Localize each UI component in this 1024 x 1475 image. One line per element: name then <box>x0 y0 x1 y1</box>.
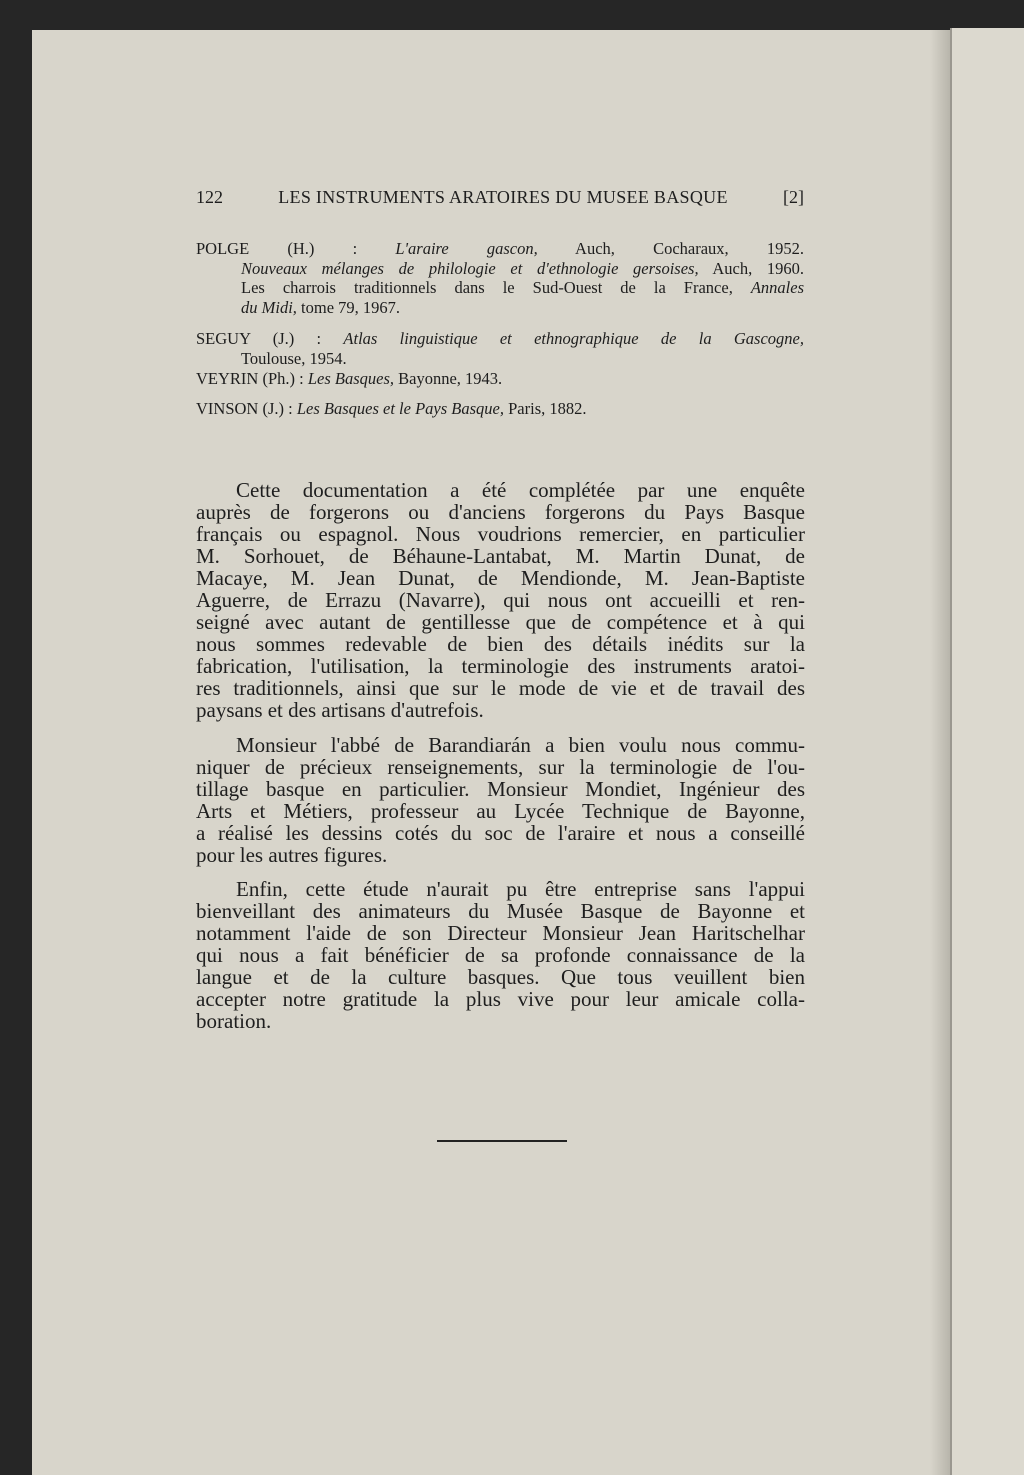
text-line: fabrication, l'utilisation, la terminologie des instruments aratoi- <box>196 654 805 678</box>
bibliography-entry <box>196 239 804 317</box>
bibliography-line: SEGUY (J.) : Atlas linguistique et ethnographique de la Gascogne, <box>196 329 804 348</box>
bibliography-line: VEYRIN (Ph.) : Les Basques, Bayonne, 1943. <box>196 369 503 388</box>
text-line: langue et de la culture basques. Que tous veuillent bien <box>196 965 805 989</box>
text-line: français ou espagnol. Nous voudrions remercier, en particulier <box>196 522 805 546</box>
text-line: Monsieur l'abbé de Barandiarán a bien voulu nous commu- <box>236 733 805 757</box>
paragraph <box>196 878 805 1032</box>
text-line: boration. <box>196 1009 272 1033</box>
bibliography-entry <box>196 369 804 389</box>
text-line: res traditionnels, ainsi que sur le mode de vie et de travail des <box>196 676 805 700</box>
text-line: M. Sorhouet, de Béhaune-Lantabat, M. Martin Dunat, de <box>196 544 805 568</box>
bibliography-line: Nouveaux mélanges de philologie et d'ethnologie gersoises, Auch, 1960. <box>241 258 804 278</box>
paragraph <box>196 479 805 721</box>
text-line: notamment l'aide de son Directeur Monsieur Jean Haritschelhar <box>196 921 805 945</box>
facing-page-edge <box>950 28 1024 1475</box>
bibliography-line: POLGE (H.) : L'araire gascon, Auch, Cocharaux, 1952. <box>196 239 804 258</box>
text-line: Macaye, M. Jean Dunat, de Mendionde, M. Jean-Baptiste <box>196 566 805 590</box>
text-line: Arts et Métiers, professeur au Lycée Technique de Bayonne, <box>196 799 805 823</box>
text-line: niquer de précieux renseignements, sur la terminologie de l'ou- <box>196 755 805 779</box>
text-line: accepter notre gratitude la plus vive pour leur amicale colla- <box>196 987 805 1011</box>
end-rule <box>437 1140 567 1142</box>
text-line: Aguerre, de Errazu (Navarre), qui nous ont accueilli et ren- <box>196 588 805 612</box>
text-line: bienveillant des animateurs du Musée Basque de Bayonne et <box>196 899 805 923</box>
text-line: paysans et des artisans d'autrefois. <box>196 698 484 722</box>
running-title: LES INSTRUMENTS ARATOIRES DU MUSEE BASQUE <box>278 187 728 207</box>
text-line: seigné avec autant de gentillesse que de compétence et à qui <box>196 610 805 634</box>
bibliography-line: du Midi, tome 79, 1967. <box>241 297 401 317</box>
bibliography-entry <box>196 399 804 419</box>
page-gutter <box>930 30 950 1475</box>
text-line: a réalisé les dessins cotés du soc de l'araire et nous a conseillé <box>196 821 805 845</box>
bibliography-line: VINSON (J.) : Les Basques et le Pays Basque, Paris, 1882. <box>196 399 587 418</box>
text-line: Cette documentation a été complétée par une enquête <box>236 478 805 502</box>
page-number: 122 <box>196 187 223 207</box>
text-line: auprès de forgerons ou d'anciens forgerons du Pays Basque <box>196 500 805 524</box>
section-number: [2] <box>782 187 804 207</box>
text-line: tillage basque en particulier. Monsieur Mondiet, Ingénieur des <box>196 777 805 801</box>
text-line: pour les autres figures. <box>196 843 388 867</box>
bibliography-entry <box>196 329 804 368</box>
text-line: qui nous a fait bénéficier de sa profonde connaissance de la <box>196 943 805 967</box>
text-line: nous sommes redevable de bien des détails inédits sur la <box>196 632 805 656</box>
paragraph <box>196 734 805 866</box>
text-line: Enfin, cette étude n'aurait pu être entreprise sans l'appui <box>236 877 805 901</box>
running-header <box>196 187 804 208</box>
bibliography-line: Les charrois traditionnels dans le Sud-Ouest de la France, Annales <box>241 278 804 297</box>
bibliography-line: Toulouse, 1954. <box>241 348 347 368</box>
